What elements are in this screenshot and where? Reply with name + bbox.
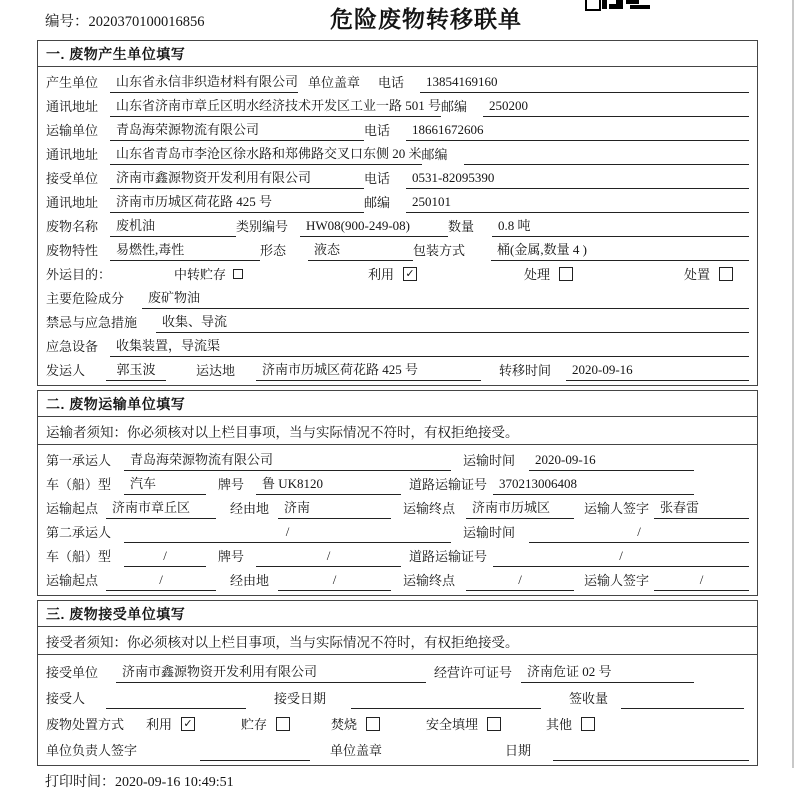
checkbox-label: 处理 bbox=[524, 267, 551, 282]
checkbox-unchecked-icon bbox=[719, 267, 733, 281]
field-value: 济南市鑫源物资开发利用有限公司 bbox=[116, 661, 426, 683]
checkbox-checked-icon: ✓ bbox=[403, 267, 417, 281]
form-row bbox=[46, 357, 749, 381]
section-note: 接受者须知：你必须核对以上栏目事项，当与实际情况不符时，有权拒绝接受。 bbox=[38, 627, 757, 655]
form-row bbox=[46, 683, 749, 709]
field-value: 液态 bbox=[308, 239, 413, 261]
field-label: 接受单位 bbox=[46, 171, 99, 186]
field-value: 废矿物油 bbox=[142, 287, 749, 309]
form-row bbox=[46, 213, 749, 237]
form-row bbox=[46, 117, 749, 141]
section-rows bbox=[38, 67, 757, 385]
checkbox-label: 中转贮存 bbox=[174, 267, 227, 282]
form-row bbox=[46, 543, 749, 567]
field-label: 接受日期 bbox=[274, 691, 327, 706]
field-label: 邮编 bbox=[441, 99, 468, 114]
checkbox-unchecked-icon bbox=[559, 267, 573, 281]
print-time-value: 2020-09-16 10:49:51 bbox=[115, 775, 234, 790]
checkbox-option bbox=[241, 714, 331, 735]
form-header bbox=[0, 0, 796, 40]
field-value bbox=[621, 706, 744, 709]
section-transporter bbox=[37, 390, 758, 596]
field-label: 废物处置方式 bbox=[46, 717, 125, 732]
serial-label: 编号： bbox=[45, 14, 89, 30]
form-row bbox=[46, 261, 749, 285]
form-row bbox=[46, 471, 749, 495]
field-label: 产生单位 bbox=[46, 75, 99, 90]
field-label: 通讯地址 bbox=[46, 99, 99, 114]
field-label: 运输终点 bbox=[403, 501, 456, 516]
checkbox-label: 贮存 bbox=[241, 717, 268, 732]
form-row bbox=[46, 495, 749, 519]
checkbox-option bbox=[146, 714, 241, 735]
field-label: 通讯地址 bbox=[46, 195, 99, 210]
field-label: 道路运输证号 bbox=[409, 549, 488, 564]
field-value: 山东省济南市章丘区明水经济技术开发区工业一路 501 号 bbox=[110, 95, 441, 117]
section-note: 运输者须知：你必须核对以上栏目事项，当与实际情况不符时，有权拒绝接受。 bbox=[38, 417, 757, 445]
field-value: / bbox=[493, 548, 749, 567]
field-label: 日期 bbox=[505, 743, 532, 758]
field-value: 0.8 吨 bbox=[492, 215, 749, 237]
field-label: 包装方式 bbox=[413, 243, 466, 258]
checkbox-option bbox=[684, 264, 733, 285]
field-value: / bbox=[124, 548, 206, 567]
field-value: 250101 bbox=[406, 194, 749, 213]
field-value: 易燃性,毒性 bbox=[110, 239, 260, 261]
field-value: 2020-09-16 bbox=[529, 452, 694, 471]
field-value: 废机油 bbox=[110, 215, 236, 237]
form-row bbox=[46, 285, 749, 309]
field-value: 2020-09-16 bbox=[566, 362, 749, 381]
field-value: 济南市历城区 bbox=[466, 497, 574, 519]
field-value: HW08(900-249-08) bbox=[300, 218, 448, 237]
field-value: 山东省青岛市李沧区徐水路和郑佛路交叉口东侧 20 米 bbox=[110, 143, 422, 165]
checkbox-unchecked-icon bbox=[581, 717, 595, 731]
print-time-label: 打印时间： bbox=[45, 775, 115, 790]
field-label: 经由地 bbox=[230, 501, 270, 516]
field-value: 济南危证 02 号 bbox=[521, 661, 694, 683]
field-value: 收集、导流 bbox=[156, 311, 749, 333]
page-title: 危险废物转移联单 bbox=[330, 6, 522, 32]
field-value: / bbox=[654, 572, 749, 591]
section-heading: 三. 废物接受单位填写 bbox=[38, 601, 757, 627]
field-label: 通讯地址 bbox=[46, 147, 99, 162]
field-label: 数量 bbox=[448, 219, 475, 234]
checkbox-checked-icon: ✓ bbox=[181, 717, 195, 731]
field-value: / bbox=[256, 548, 401, 567]
form-row bbox=[46, 237, 749, 261]
field-label: 运输起点 bbox=[46, 501, 99, 516]
field-value: 济南市历城区荷花路 425 号 bbox=[110, 191, 364, 213]
field-value: / bbox=[278, 572, 391, 591]
field-label: 牌号 bbox=[218, 549, 245, 564]
field-value bbox=[351, 706, 541, 709]
field-label: 接受单位 bbox=[46, 665, 99, 680]
field-value: 18661672606 bbox=[406, 122, 749, 141]
checkbox-option bbox=[524, 264, 684, 285]
field-value: / bbox=[124, 524, 451, 543]
field-value: 13854169160 bbox=[420, 74, 749, 93]
checkbox-unchecked-icon bbox=[487, 717, 501, 731]
section-producer bbox=[37, 40, 758, 386]
field-value: 250200 bbox=[483, 98, 749, 117]
section-receiver bbox=[37, 600, 758, 766]
field-label: 第一承运人 bbox=[46, 453, 112, 468]
field-value: 济南市章丘区 bbox=[106, 497, 216, 519]
field-value: 370213006408 bbox=[493, 476, 694, 495]
field-label: 类别编号 bbox=[236, 219, 289, 234]
form-row bbox=[46, 657, 749, 683]
field-label: 电话 bbox=[364, 171, 391, 186]
field-label: 运达地 bbox=[196, 363, 236, 378]
field-value: 汽车 bbox=[124, 473, 206, 495]
field-value: 青岛海荣源物流有限公司 bbox=[110, 119, 364, 141]
section-heading: 二. 废物运输单位填写 bbox=[38, 391, 757, 417]
field-label: 牌号 bbox=[218, 477, 245, 492]
field-label: 转移时间 bbox=[499, 363, 552, 378]
field-label: 经由地 bbox=[230, 573, 270, 588]
field-value bbox=[553, 758, 749, 761]
field-label: 接受人 bbox=[46, 691, 86, 706]
field-value: 济南 bbox=[278, 497, 391, 519]
qr-code-fragment-icon bbox=[585, 0, 651, 10]
form-row bbox=[46, 735, 749, 761]
field-value bbox=[464, 162, 749, 165]
field-label: 应急设备 bbox=[46, 339, 99, 354]
field-label: 主要危险成分 bbox=[46, 291, 125, 306]
field-value bbox=[200, 758, 310, 761]
form-row bbox=[46, 519, 749, 543]
field-label: 运输人签字 bbox=[584, 573, 650, 588]
checkbox-unchecked-icon bbox=[366, 717, 380, 731]
form-row bbox=[46, 141, 749, 165]
field-label: 电话 bbox=[378, 75, 405, 90]
checkbox-label: 其他 bbox=[546, 717, 573, 732]
checkbox-unchecked-icon bbox=[276, 717, 290, 731]
field-label: 禁忌与应急措施 bbox=[46, 315, 138, 330]
field-label: 运输时间 bbox=[463, 453, 516, 468]
field-value: 济南市鑫源物资开发利用有限公司 bbox=[110, 167, 364, 189]
field-label: 运输人签字 bbox=[584, 501, 650, 516]
field-value bbox=[106, 706, 246, 709]
form-row bbox=[46, 93, 749, 117]
field-value: / bbox=[466, 572, 574, 591]
field-label: 运输终点 bbox=[403, 573, 456, 588]
form-row bbox=[46, 69, 749, 93]
checkbox-option bbox=[368, 264, 524, 285]
section-rows bbox=[38, 445, 757, 595]
field-value: 桶(金属,数量 4 ) bbox=[491, 239, 749, 261]
field-value: 鲁 UK8120 bbox=[256, 473, 401, 495]
serial-number-line bbox=[45, 10, 205, 31]
field-value: 收集装置，导流渠 bbox=[110, 335, 749, 357]
checkbox-option bbox=[426, 714, 546, 735]
section-rows bbox=[38, 655, 757, 765]
field-label: 发运人 bbox=[46, 363, 86, 378]
field-label: 废物特性 bbox=[46, 243, 99, 258]
field-value: 山东省永信非织造材料有限公司 bbox=[110, 71, 298, 93]
checkbox-option bbox=[331, 714, 426, 735]
field-value: 郭玉波 bbox=[106, 359, 166, 381]
field-value: 0531-82095390 bbox=[406, 170, 749, 189]
field-label: 单位盖章 bbox=[308, 75, 361, 90]
field-label: 单位盖章 bbox=[330, 743, 383, 758]
field-label: 车（船）型 bbox=[46, 549, 112, 564]
field-label: 第二承运人 bbox=[46, 525, 112, 540]
field-value: 济南市历城区荷花路 425 号 bbox=[256, 359, 481, 381]
field-label: 运输时间 bbox=[463, 525, 516, 540]
field-value: / bbox=[529, 524, 749, 543]
print-time-line bbox=[45, 771, 796, 791]
form-row bbox=[46, 189, 749, 213]
field-label: 签收量 bbox=[569, 691, 609, 706]
field-value: 青岛海荣源物流有限公司 bbox=[124, 449, 451, 471]
form-row bbox=[46, 709, 749, 735]
field-label: 运输起点 bbox=[46, 573, 99, 588]
section-heading: 一. 废物产生单位填写 bbox=[38, 41, 757, 67]
form-row bbox=[46, 567, 749, 591]
field-label: 电话 bbox=[364, 123, 391, 138]
field-label: 邮编 bbox=[364, 195, 391, 210]
serial-number: 2020370100016856 bbox=[88, 14, 205, 30]
checkbox-option bbox=[174, 264, 368, 285]
field-label: 废物名称 bbox=[46, 219, 99, 234]
field-label: 邮编 bbox=[421, 147, 448, 162]
checkbox-label: 利用 bbox=[146, 717, 173, 732]
field-value: 张春雷 bbox=[654, 497, 749, 519]
checkbox-label: 利用 bbox=[368, 267, 395, 282]
page-right-edge bbox=[792, 0, 794, 768]
field-label: 外运目的： bbox=[46, 267, 112, 282]
field-value: / bbox=[106, 572, 216, 591]
field-label: 运输单位 bbox=[46, 123, 99, 138]
checkbox-label: 安全填埋 bbox=[426, 717, 479, 732]
form-row bbox=[46, 447, 749, 471]
field-label: 单位负责人签字 bbox=[46, 743, 138, 758]
field-label: 道路运输证号 bbox=[409, 477, 488, 492]
form-row bbox=[46, 309, 749, 333]
field-label: 形态 bbox=[260, 243, 287, 258]
checkbox-option bbox=[546, 714, 595, 735]
field-label: 经营许可证号 bbox=[434, 665, 513, 680]
checkbox-unchecked-icon bbox=[233, 269, 243, 279]
checkbox-label: 处置 bbox=[684, 267, 711, 282]
checkbox-label: 焚烧 bbox=[331, 717, 358, 732]
form-row bbox=[46, 165, 749, 189]
form-row bbox=[46, 333, 749, 357]
field-label: 车（船）型 bbox=[46, 477, 112, 492]
